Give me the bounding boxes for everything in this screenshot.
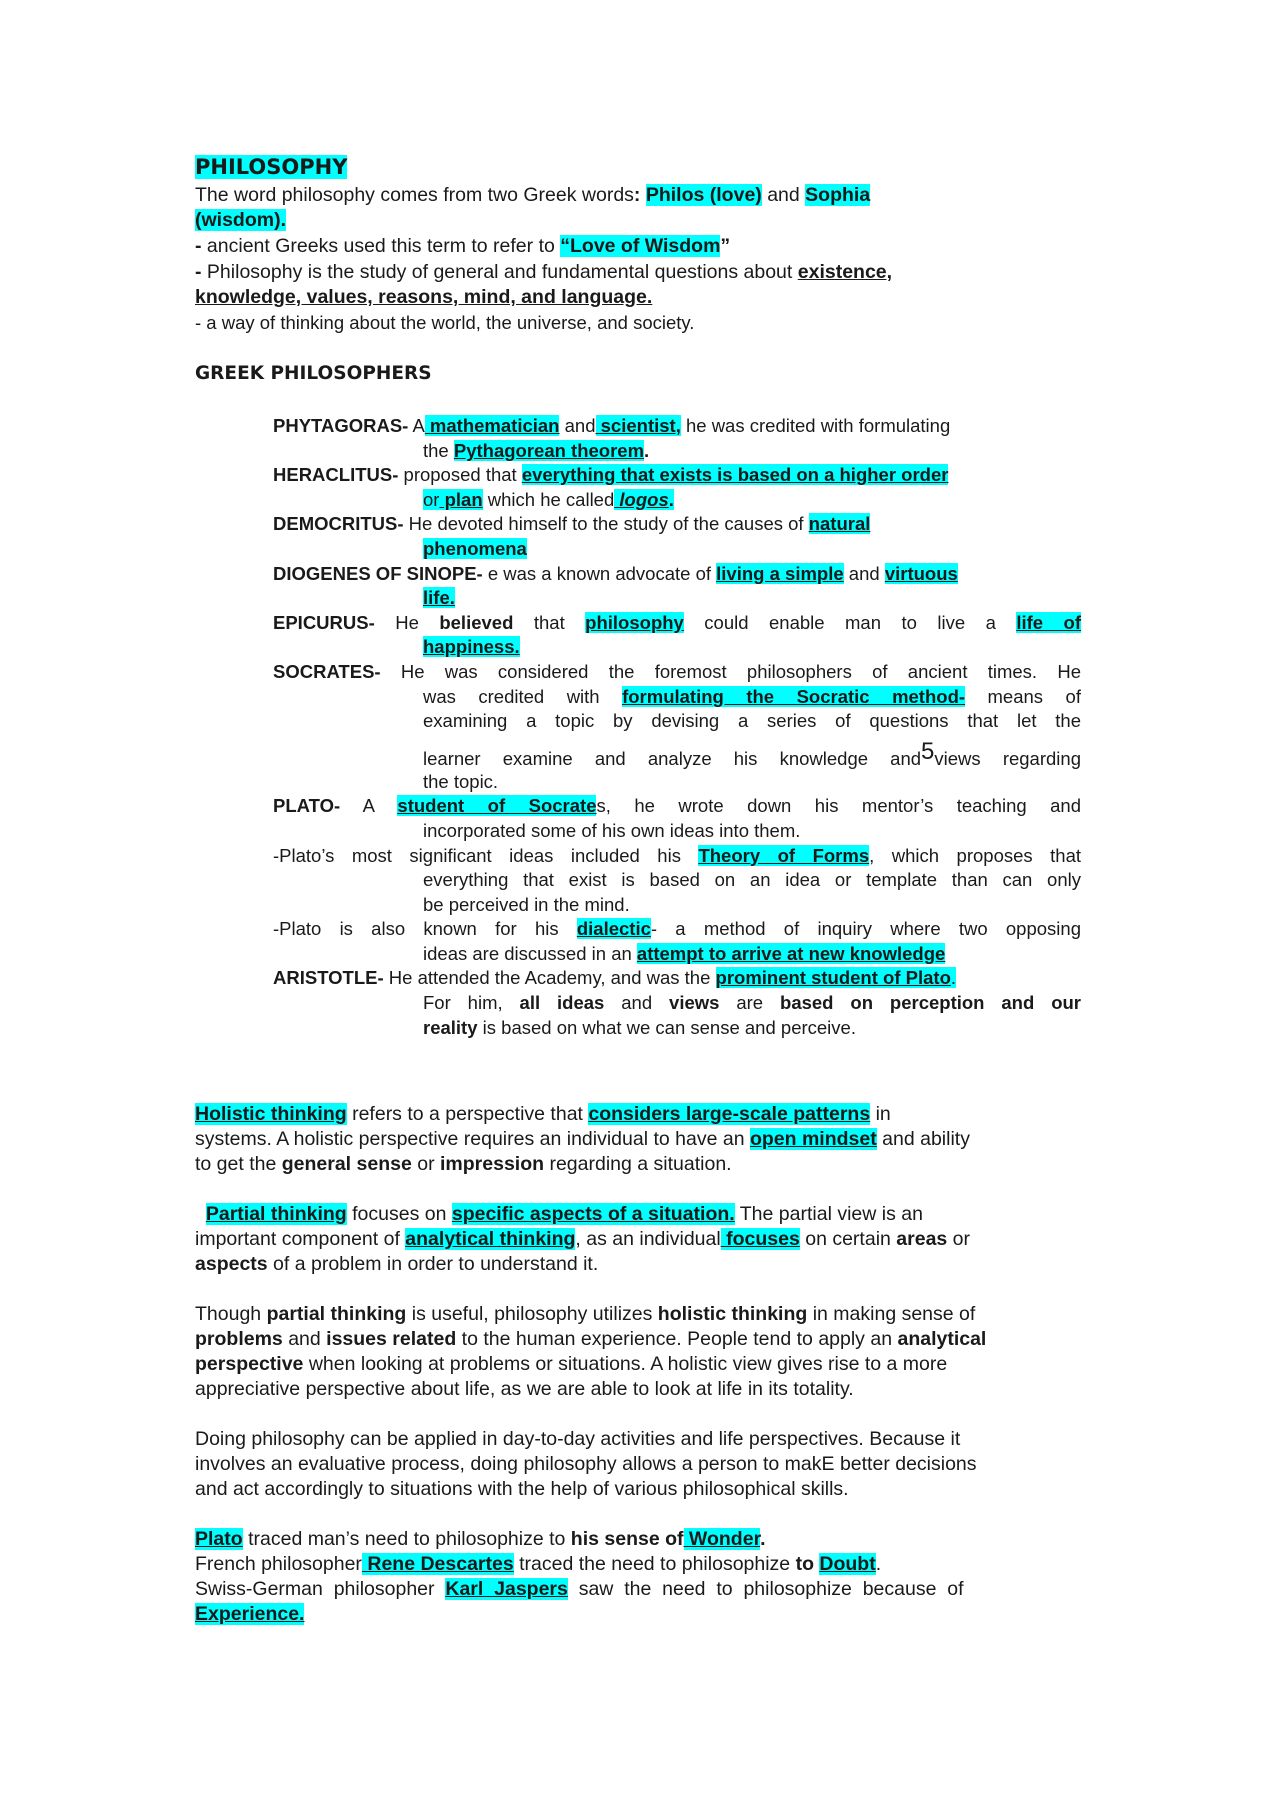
entry-plato: PLATO- A student of Socrates, he wrote down his mentor’s teaching and [273, 795, 1081, 817]
page-number: 5 [921, 737, 935, 765]
entry-epicurus: EPICURUS- He believed that philosophy could enable man to live a life of [273, 611, 1081, 633]
though-line-3: perspective when looking at problems or situations. A holistic view gives rise to a more [195, 1353, 948, 1375]
intro-line-6: - a way of thinking about the world, the universe, and society. [195, 312, 695, 333]
intro-line-3: - ancient Greeks used this term to refer to “Love of Wisdom” [195, 235, 731, 257]
origin-plato: Plato traced man’s need to philosophize to his sense of Wonder. [195, 1528, 766, 1550]
though-line-4: appreciative perspective about life, as we are able to look at life in its totality. [195, 1378, 854, 1400]
greek-heading: GREEK PHILOSOPHERS [195, 363, 432, 384]
though-line-1: Though partial thinking is useful, philosophy utilizes holistic thinking in making sense of [195, 1303, 976, 1325]
entry-plato-dialectic: -Plato is also known for his dialectic- a method of inquiry where two opposing [273, 918, 1081, 940]
doing-line-1: Doing philosophy can be applied in day-to-day activities and life perspectives. Because it [195, 1428, 961, 1450]
doing-line-2: involves an evaluative process, doing philosophy allows a person to makE better decisions [195, 1453, 977, 1475]
intro-line-4: - Philosophy is the study of general and fundamental questions about existence, [195, 261, 893, 283]
holistic-line-3: to get the general sense or impression regarding a situation. [195, 1153, 732, 1175]
intro-line-1: The word philosophy comes from two Greek words: Philos (love) and Sophia [195, 184, 871, 206]
origin-jaspers-2: Experience. [195, 1603, 305, 1625]
though-line-2: problems and issues related to the human experience. People tend to apply an analytical [195, 1328, 987, 1350]
holistic-line-1: Holistic thinking refers to a perspective that considers large-scale patterns in [195, 1103, 891, 1125]
intro-line-5: knowledge, values, reasons, mind, and language. [195, 286, 653, 308]
origin-descartes: French philosopher Rene Descartes traced the need to philosophize to Doubt. [195, 1553, 882, 1575]
partial-line-2: important component of analytical thinking, as an individual focuses on certain areas or [195, 1228, 971, 1250]
partial-line-3: aspects of a problem in order to understand it. [195, 1253, 599, 1275]
philosophers-list: PHYTAGORAS- A mathematician and scientist, he was credited with formulating the Pythagorean theorem. HERACLITUS- proposed that everything that exists is based on a higher order or plan which he called logos. DEMOCRITUS- He devoted himself to the study of the causes of natural phenomena DIOGENES OF SINOPE- e was a known advocate of living a simple and virtuous life. EPICURUS- He believed that philosophy could enable man to live a life of happiness. SOCRATES- He was considered the foremost philosophers of ancient times. He was credited with formulating the Socratic method- means of examining a topic by devising a series of questions that let the learner examine and analyze his knowledge and5views regarding the topic. PLATO- A student of Socrates, he wrote down his mentor’s teaching and incorporated some of his own ideas into them. -Plato’s most significant ideas included his Theory of Forms, which proposes that everything that exist is based on an idea or template than can only be perceived in the mind. -Plato is also known for his dialectic- a method of inquiry where two opposing ideas are discussed in an attempt to arrive at new knowledge ARISTOTLE- He attended the Academy, and was the prominent student of Plato. For him, all ideas and views are based on perception and our reality is based on what we can sense and perceive. [273, 415, 1081, 1038]
entry-diogenes: DIOGENES OF SINOPE- e was a known advocate of living a simple and virtuous [273, 562, 958, 584]
entry-democritus: DEMOCRITUS- He devoted himself to the study of the causes of natural [273, 513, 871, 535]
entry-pythagoras: PHYTAGORAS- A mathematician and scientist, he was credited with formulating [273, 415, 951, 436]
entry-aristotle: ARISTOTLE- He attended the Academy, and was the prominent student of Plato. [273, 967, 957, 989]
page-title: PHILOSOPHY [195, 155, 348, 179]
doing-line-3: and act accordingly to situations with the help of various philosophical skills. [195, 1478, 849, 1500]
partial-line-1: Partial thinking focuses on specific aspects of a situation. The partial view is an [205, 1203, 923, 1225]
entry-plato-forms: -Plato’s most significant ideas included his Theory of Forms, which proposes that [273, 844, 1081, 866]
holistic-line-2: systems. A holistic perspective requires an individual to have an open mindset and ability [195, 1128, 970, 1150]
entry-socrates: SOCRATES- He was considered the foremost philosophers of ancient times. He [273, 660, 1081, 682]
entry-heraclitus: HERACLITUS- proposed that everything that exists is based on a higher order [273, 464, 949, 486]
origin-jaspers: Swiss-German philosopher Karl Jaspers saw the need to philosophize because of [195, 1578, 964, 1600]
intro-line-2: (wisdom). [195, 209, 286, 231]
